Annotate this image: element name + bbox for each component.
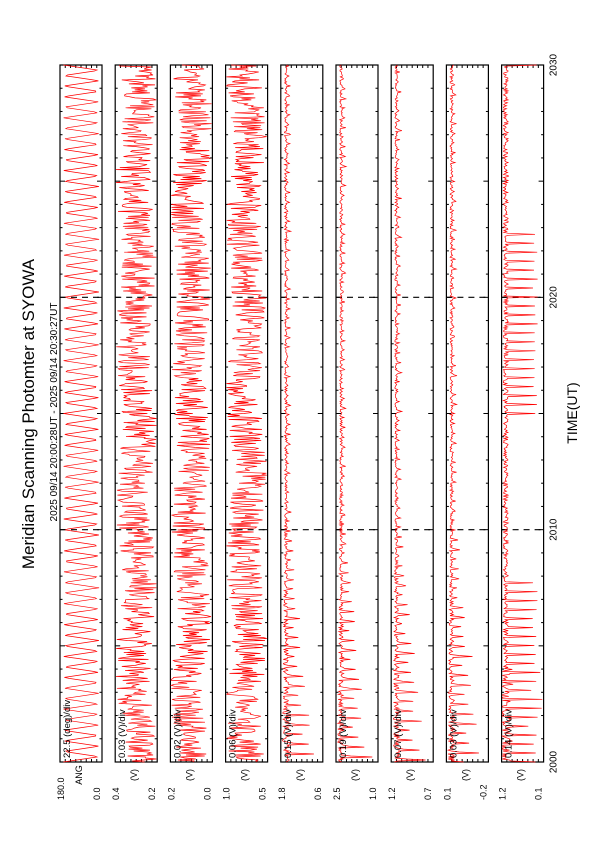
value-tick-label-max: 0.2 <box>166 787 177 800</box>
panel-axis-labels <box>387 769 433 800</box>
value-tick-label-max: 0.1 <box>442 787 453 800</box>
panel-scale-label: 0.02 (V)/div <box>172 709 184 758</box>
panel-8 <box>442 65 488 800</box>
panel-frame <box>60 65 102 762</box>
value-tick-label-max: 1.2 <box>387 787 398 800</box>
panel-ylabel: (V) <box>515 769 526 781</box>
panel-scale-label: 0.15 (V)/div <box>282 709 294 758</box>
value-tick-label-min: 0.0 <box>202 787 213 800</box>
value-tick-label-min: 0.2 <box>147 787 158 800</box>
panel-scale-label: 0.19 (V)/div <box>338 709 349 758</box>
panel-axis-labels <box>277 769 323 800</box>
panels-group <box>56 65 544 800</box>
panel-scale-label: 0.14 (V)/div <box>503 709 515 758</box>
time-tick-label: 2010 <box>548 518 560 541</box>
series-trace <box>116 65 156 762</box>
value-tick-label-max: 0.4 <box>111 787 122 800</box>
panel-3 <box>166 65 212 800</box>
panel-4 <box>222 65 268 800</box>
panel-axis-labels <box>166 769 212 800</box>
panel-7 <box>387 65 433 800</box>
value-tick-label-max: 2.5 <box>332 787 342 800</box>
series-trace <box>171 65 211 762</box>
panel-ylabel: ANG <box>74 765 84 785</box>
series-trace <box>226 65 266 762</box>
panel-axis-labels <box>498 769 544 800</box>
series-trace <box>448 65 479 762</box>
panel-9 <box>498 65 544 800</box>
value-tick-label-min: 0.5 <box>257 787 268 800</box>
time-tick-label: 2020 <box>548 286 560 309</box>
value-tick-label-min: -0.2 <box>478 784 489 800</box>
panel-ylabel: (V) <box>239 769 250 781</box>
value-tick-label-min: 1.0 <box>368 787 378 800</box>
value-tick-label-min: 0.0 <box>92 787 102 800</box>
panel-scale-label: 0.06 (V)/div <box>227 709 239 758</box>
time-range-label: 2025 09/14 20:00:28UT - 2025 09/14 20:30:27UT <box>49 302 60 522</box>
series-trace <box>502 65 542 762</box>
panel-1 <box>56 65 102 800</box>
panel-ylabel: (V) <box>460 769 471 781</box>
time-tick-label: 2030 <box>548 53 560 77</box>
value-tick-label-max: 1.2 <box>497 787 508 800</box>
panel-axis-labels <box>56 765 102 800</box>
panel-6 <box>332 65 378 800</box>
panel-axis-labels <box>442 769 488 800</box>
panel-scale-label: 22.5 (deg)/div <box>62 699 73 758</box>
x-axis-label: TIME(UT) <box>564 382 580 444</box>
panel-axis-labels <box>222 769 268 800</box>
panel-ylabel: (V) <box>405 769 416 781</box>
time-axis-ticks <box>549 53 560 773</box>
panel-axis-labels <box>332 769 378 800</box>
panel-ylabel: (V) <box>184 769 195 781</box>
chart-title: Meridian Scanning Photomter at SYOWA <box>19 258 38 570</box>
time-tick-label: 2000 <box>548 750 560 774</box>
panel-axis-labels <box>111 769 157 800</box>
panel-ylabel: (V) <box>129 769 140 781</box>
series-trace <box>63 65 99 762</box>
value-tick-label-max: 180.0 <box>56 777 66 800</box>
value-tick-label-min: 0.6 <box>312 787 323 800</box>
value-tick-label-max: 1.8 <box>276 787 287 800</box>
value-tick-label-max: 1.0 <box>221 787 232 800</box>
panel-ylabel: (V) <box>294 769 305 781</box>
panel-scale-label: 0.03 (V)/div <box>117 709 129 758</box>
series-trace <box>393 65 425 762</box>
panel-5 <box>277 65 323 800</box>
series-trace <box>338 65 373 762</box>
value-tick-label-min: 0.7 <box>423 787 434 800</box>
panel-ylabel: (V) <box>350 769 360 781</box>
panel-2 <box>111 65 157 800</box>
value-tick-label-min: 0.1 <box>533 787 544 800</box>
panel-scale-label: 0.03 (V)/div <box>448 709 460 758</box>
series-trace <box>283 65 314 762</box>
panel-scale-label: 0.07 (V)/div <box>393 709 405 758</box>
